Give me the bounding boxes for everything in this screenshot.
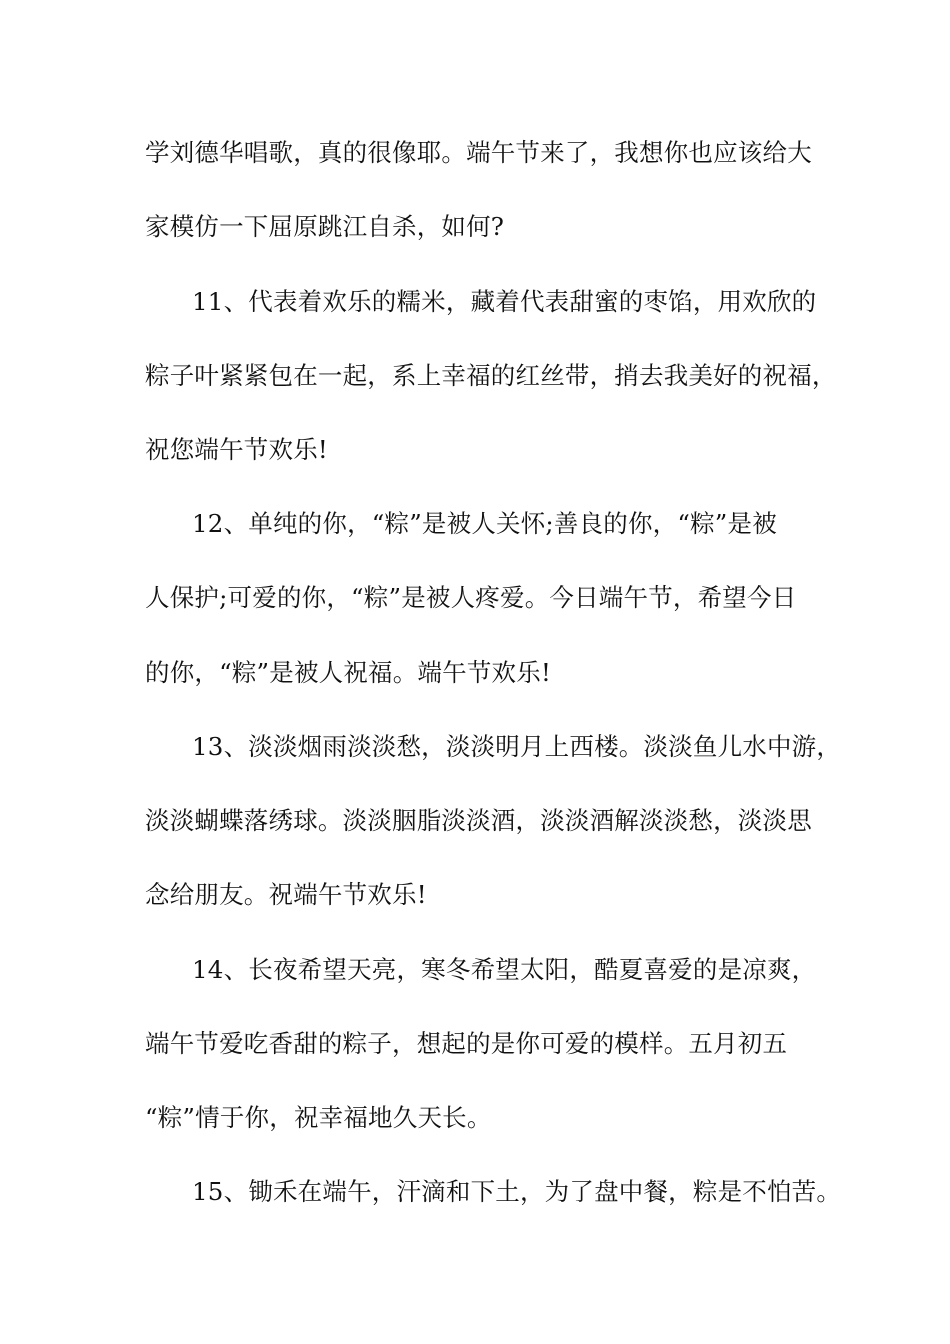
paragraph-14-start: 14、长夜希望天亮，寒冬希望太阳，酷夏喜爱的是凉爽， xyxy=(192,955,817,984)
text-line: 念给朋友。祝端午节欢乐! xyxy=(145,880,427,909)
text-line: 人保护;可爱的你，“粽”是被人疼爱。今日端午节，希望今日 xyxy=(145,583,797,612)
text-line: “粽”情于你，祝幸福地久天长。 xyxy=(145,1103,492,1132)
paragraph-12-start: 12、单纯的你，“粽”是被人关怀;善良的你，“粽”是被 xyxy=(192,509,777,538)
text-line: 淡淡蝴蝶落绣球。淡淡胭脂淡淡酒，淡淡酒解淡淡愁，淡淡思 xyxy=(145,806,812,835)
text-line: 粽子叶紧紧包在一起，系上幸福的红丝带，捎去我美好的祝福， xyxy=(145,361,837,390)
text-line: 祝您端午节欢乐! xyxy=(145,435,328,464)
text-line: 家模仿一下屈原跳江自杀，如何? xyxy=(145,212,505,241)
paragraph-15-start: 15、锄禾在端午，汗滴和下土，为了盘中餐，粽是不怕苦。 xyxy=(192,1177,842,1206)
paragraph-11-start: 11、代表着欢乐的糯米，藏着代表甜蜜的枣馅，用欢欣的 xyxy=(192,287,817,316)
text-line: 的你，“粽”是被人祝福。端午节欢乐! xyxy=(145,658,551,687)
text-line: 端午节爱吃香甜的粽子，想起的是你可爱的模样。五月初五 xyxy=(145,1029,788,1058)
paragraph-13-start: 13、淡淡烟雨淡淡愁，淡淡明月上西楼。淡淡鱼儿水中游， xyxy=(192,732,842,761)
text-line: 学刘德华唱歌，真的很像耶。端午节来了，我想你也应该给大 xyxy=(145,138,812,167)
